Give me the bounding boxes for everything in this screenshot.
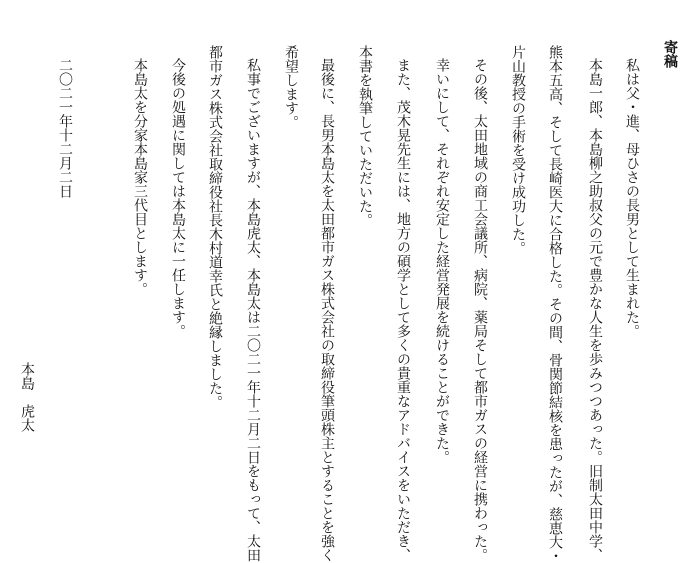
text-line-10: 希望します。 (283, 45, 299, 129)
text-line-7: また、茂木晃先生には、地方の碩学として多くの貴重なアドバイスをいただき、 (395, 58, 411, 562)
text-line-3: 熊本五高、そして長崎医大に合格した。その間、骨関節結核を患ったが、慈恵大・ (547, 45, 563, 563)
text-line-13: 今後の処遇に関しては本島太に一任します。 (170, 58, 186, 338)
text-line-1: 私は父・進、母ひさの長男として生まれた。 (624, 58, 640, 338)
text-line-2: 本島一郎、本島柳之助叔父の元で豊かな人生を歩みつつあった。旧制太田中学、 (587, 58, 603, 562)
text-line-4: 片山教授の手術を受け成功した。 (510, 45, 526, 255)
text-line-12: 都市ガス株式会社取締役社長木村道幸氏と絶縁しました。 (207, 45, 223, 409)
text-line-6: 幸いにして、それぞれ安定した経営発展を続けることができた。 (434, 58, 450, 464)
text-line-8: 本書を執筆していただいた。 (357, 45, 373, 227)
text-line-9: 最後に、長男本島太を太田都市ガス株式会社の取締役筆頭株主とすることを強く (319, 58, 335, 562)
text-line-5: その後、太田地域の商工会議所、病院、薬局そして都市ガスの経営に携わった。 (472, 58, 488, 562)
text-line-11: 私事でございますが、本島虎太、本島太は二〇二一年十二月二日をもって、太田 (245, 58, 261, 562)
date-line: 二〇二一年十二月二日 (57, 58, 73, 198)
signature: 本島 虎太 (19, 362, 35, 432)
text-line-14: 本島太を分家本島家三代目とします。 (132, 58, 148, 296)
document-title: 寄稿 (662, 40, 678, 68)
